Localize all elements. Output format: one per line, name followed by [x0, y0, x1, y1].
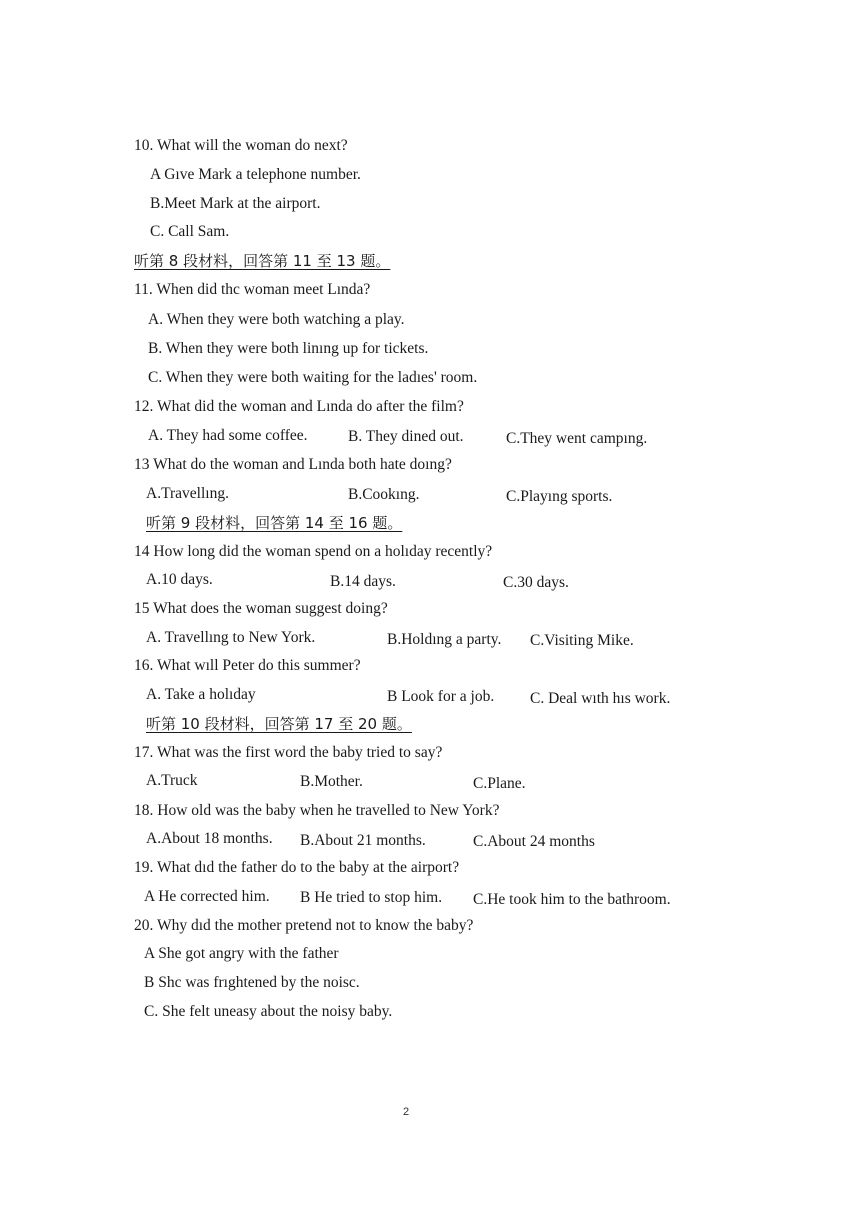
question-17: 17. What was the first word the baby tried to say? [134, 744, 443, 761]
question-18-option-c: C.About 24 months [473, 833, 595, 850]
question-16-option-b: B Look for a job. [387, 688, 495, 705]
question-19: 19. What dıd the father do to the baby at the airport? [134, 859, 460, 876]
question-15-option-a: A. Travellıng to New York. [146, 629, 316, 646]
question-18: 18. How old was the baby when he travelled to New York? [134, 802, 500, 819]
question-12-option-b: B. They dined out. [348, 428, 464, 445]
question-16-option-c: C. Deal wıth hıs work. [530, 690, 671, 707]
question-12: 12. What did the woman and Lında do after the film? [134, 398, 464, 415]
question-15-option-b: B.Holdıng a party. [387, 631, 502, 648]
question-19-option-b: B He tried to stop him. [300, 889, 443, 906]
question-17-option-a: A.Truck [146, 772, 198, 789]
question-11: 11. When did thc woman meet Lında? [134, 281, 371, 298]
question-11-option-a: A. When they were both watching a play. [148, 311, 405, 328]
question-20-option-c: C. She felt uneasy about the noisy baby. [144, 1003, 393, 1020]
question-14-option-a: A.10 days. [146, 571, 213, 588]
question-14-option-c: C.30 days. [503, 574, 569, 591]
question-11-option-c: C. When they were both waiting for the ladıes' room. [148, 369, 478, 386]
question-17-option-c: C.Plane. [473, 775, 526, 792]
question-16: 16. What wıll Peter do this summer? [134, 657, 361, 674]
section-heading-9: 听第 9 段材料，回答第 14 至 16 题。 [146, 514, 403, 532]
question-13-option-c: C.Playıng sports. [506, 488, 613, 505]
question-20-option-a: A She got angry with the father [144, 945, 339, 962]
question-13-option-a: A.Travellıng. [146, 485, 229, 502]
question-17-option-b: B.Mother. [300, 773, 363, 790]
question-10: 10. What will the woman do next? [134, 137, 348, 154]
page-number: 2 [403, 1106, 410, 1118]
question-11-option-b: B. When they were both linıng up for tickets. [148, 340, 429, 357]
question-18-option-a: A.About 18 months. [146, 830, 273, 847]
question-20: 20. Why dıd the mother pretend not to know the baby? [134, 917, 474, 934]
question-12-option-c: C.They went campıng. [506, 430, 648, 447]
question-19-option-a: A He corrected him. [144, 888, 270, 905]
question-10-option-c: C. Call Sam. [150, 223, 230, 240]
section-heading-8: 听第 8 段材料，回答第 11 至 13 题。 [134, 252, 391, 270]
question-15: 15 What does the woman suggest doing? [134, 600, 388, 617]
section-heading-10: 听第 10 段材料，回答第 17 至 20 题。 [146, 715, 412, 733]
question-13-option-b: B.Cookıng. [348, 486, 420, 503]
question-12-option-a: A. They had some coffee. [148, 427, 308, 444]
question-18-option-b: B.About 21 months. [300, 832, 426, 849]
question-15-option-c: C.Visiting Mike. [530, 632, 634, 649]
question-20-option-b: B Shc was frıghtened by the noisc. [144, 974, 360, 991]
question-13: 13 What do the woman and Lında both hate doıng? [134, 456, 452, 473]
question-10-option-b: B.Meet Mark at the airport. [150, 195, 321, 212]
question-16-option-a: A. Take a holıday [146, 686, 256, 703]
question-14-option-b: B.14 days. [330, 573, 396, 590]
question-10-option-a: A Gıve Mark a telephone number. [150, 166, 361, 183]
question-19-option-c: C.He took him to the bathroom. [473, 891, 671, 908]
question-14: 14 How long did the woman spend on a holıday recently? [134, 543, 493, 560]
